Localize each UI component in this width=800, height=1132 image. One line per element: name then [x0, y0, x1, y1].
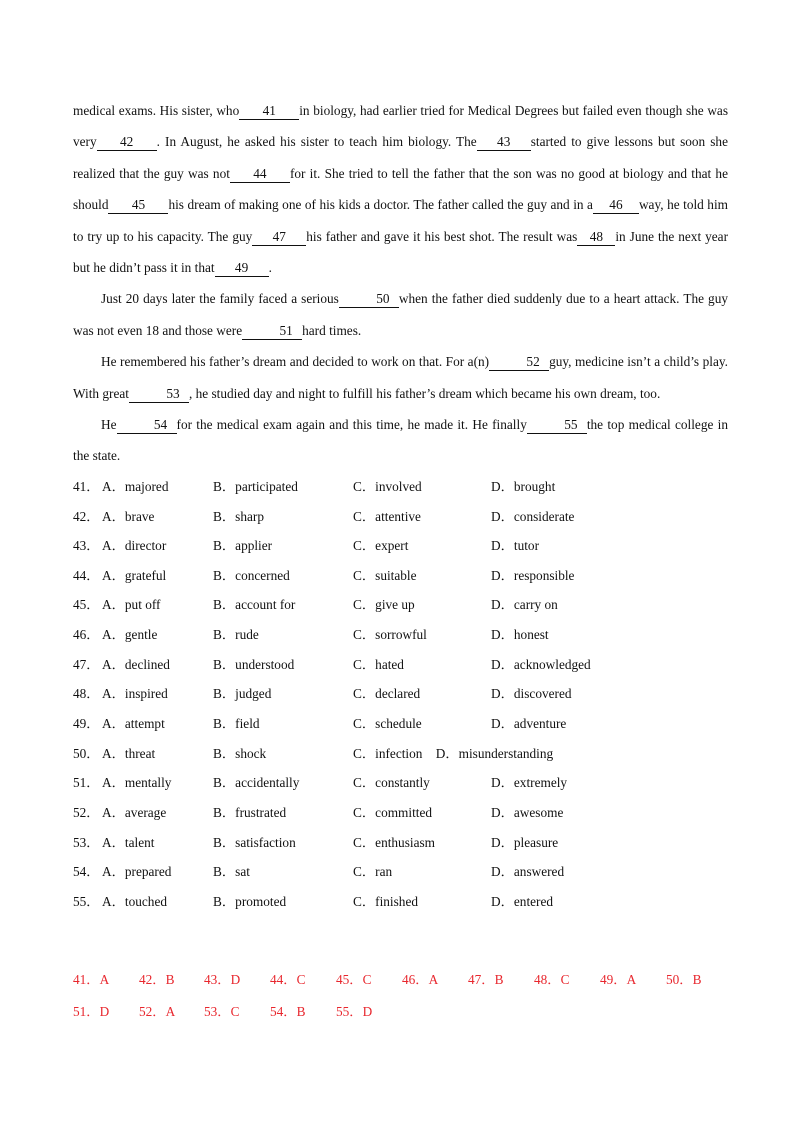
option-c: C．attentive	[353, 508, 421, 524]
option-b: B．accidentally	[213, 775, 300, 791]
passage-text: .	[268, 260, 272, 276]
answer-54: 54．B	[270, 1003, 306, 1019]
passage-text: his dream of making one of his kids a doctor. The father called the guy and in a	[168, 197, 593, 213]
passage-text: for the medical exam again and this time, he made it. He finally	[176, 417, 527, 433]
question-number: 53．	[73, 834, 100, 850]
blank-44: 44	[230, 165, 290, 183]
question-row-50	[73, 739, 728, 769]
paragraph-4	[73, 409, 728, 472]
option-b: B．promoted	[213, 893, 287, 909]
option-d: D．answered	[491, 864, 565, 880]
option-d: D．honest	[491, 627, 549, 643]
blank-51: 51	[242, 322, 302, 340]
answer-53: 53．C	[204, 1003, 240, 1019]
blank-52: 52	[489, 353, 549, 371]
option-b: B．understood	[213, 656, 295, 672]
option-a: A．prepared	[102, 864, 172, 880]
option-c-and-d: C．infection D．misunderstanding	[353, 745, 554, 761]
option-a: A．director	[102, 538, 167, 554]
option-a: A．talent	[102, 834, 155, 850]
question-number: 50．	[73, 745, 100, 761]
blank-53: 53	[129, 385, 189, 403]
question-row-53	[73, 828, 728, 858]
option-b: B．sat	[213, 864, 250, 880]
passage-text: way, he told him to try up to his capacity. The guy	[73, 197, 728, 244]
blank-55: 55	[527, 416, 587, 434]
question-number: 51．	[73, 775, 100, 791]
blank-49: 49	[215, 259, 269, 277]
passage-text: , he studied day and night to fulfill his father’s dream which became his own dream, too.	[188, 385, 661, 401]
option-a: A．inspired	[102, 686, 168, 702]
question-number: 45．	[73, 597, 100, 613]
answer-50: 50．B	[666, 972, 702, 987]
blank-48: 48	[577, 228, 615, 246]
answer-48: 48．C	[534, 972, 570, 987]
option-d: D．discovered	[491, 686, 572, 702]
option-a: A．threat	[102, 745, 156, 761]
question-row-49	[73, 709, 728, 739]
blank-54: 54	[117, 416, 177, 434]
question-number: 52．	[73, 804, 100, 820]
passage-text: . In August, he asked his sister to teach him biology. The	[156, 134, 477, 150]
option-b: B．judged	[213, 686, 272, 702]
option-c: C．involved	[353, 478, 422, 494]
option-c: C．committed	[353, 804, 433, 820]
answer-41: 41．A	[73, 972, 110, 987]
option-d: D．carry on	[491, 597, 558, 613]
question-row-55	[73, 887, 728, 917]
passage-text: in biology, had earlier tried for Medical Degrees but failed even though she was very	[73, 103, 729, 150]
option-b: B．account for	[213, 597, 296, 613]
blank-46: 46	[593, 196, 639, 214]
passage-text: hard times.	[302, 322, 362, 338]
option-d: D．pleasure	[491, 834, 559, 850]
question-number: 42．	[73, 508, 100, 524]
answer-55: 55．D	[336, 1003, 373, 1019]
option-c: C．give up	[353, 597, 415, 613]
question-number: 41．	[73, 478, 100, 494]
option-c: C．sorrowful	[353, 627, 427, 643]
answer-42: 42．B	[139, 972, 175, 987]
question-row-47	[73, 650, 728, 680]
question-row-51	[73, 768, 728, 798]
option-c: C．declared	[353, 686, 421, 702]
blank-41: 41	[239, 102, 299, 120]
question-row-46	[73, 620, 728, 650]
option-d: D．awesome	[491, 804, 564, 820]
question-number: 48．	[73, 686, 100, 702]
option-c: C．enthusiasm	[353, 834, 435, 850]
blank-43: 43	[477, 133, 531, 151]
answer-44: 44．C	[270, 972, 306, 987]
blank-50: 50	[339, 290, 399, 308]
answer-47: 47．B	[468, 972, 504, 987]
question-row-43	[73, 531, 728, 561]
option-a: A．mentally	[102, 775, 172, 791]
passage-text: guy, medicine isn’t a child’s play. With great	[73, 354, 728, 401]
passage-text: He remembered his father’s dream and decided to work on that. For a(n)	[101, 354, 490, 370]
blank-47: 47	[252, 228, 306, 246]
question-number: 44．	[73, 567, 100, 583]
option-a: A．gentle	[102, 627, 158, 643]
option-b: B．satisfaction	[213, 834, 296, 850]
option-d: D．responsible	[491, 567, 575, 583]
option-a: A．put off	[102, 597, 161, 613]
blank-45: 45	[108, 196, 168, 214]
passage-text: medical exams. His sister, who	[73, 103, 240, 118]
answer-49: 49．A	[600, 972, 637, 987]
option-b: B．participated	[213, 478, 298, 494]
option-b: B．shock	[213, 745, 267, 761]
question-row-41	[73, 472, 728, 502]
option-d: D．considerate	[491, 508, 575, 524]
option-b: B．rude	[213, 627, 259, 643]
blank-42: 42	[97, 133, 157, 151]
question-number: 55．	[73, 893, 100, 909]
option-a: A．grateful	[102, 567, 167, 583]
option-a: A．attempt	[102, 716, 165, 731]
option-c: C．expert	[353, 538, 409, 554]
passage-text: He	[101, 417, 117, 433]
passage-text: for it. She tried to tell the father that the son was no good at biology and that he should	[73, 165, 728, 213]
options-list	[73, 472, 728, 917]
option-c: C．finished	[353, 893, 419, 909]
question-number: 54．	[73, 864, 100, 880]
option-c: C．suitable	[353, 567, 417, 583]
paragraph-2	[73, 283, 728, 346]
answer-51: 51．D	[73, 1003, 110, 1019]
option-d: D．extremely	[491, 775, 568, 791]
option-c: C．hated	[353, 656, 404, 672]
passage-text: his father and gave it his best shot. The result was	[306, 228, 578, 244]
option-d: D．tutor	[491, 538, 540, 554]
question-number: 43．	[73, 538, 100, 554]
option-c: C．ran	[353, 864, 393, 880]
passage-text: when the father died suddenly due to a heart attack. The guy was not even 18 and those were	[73, 291, 729, 338]
option-d: D．adventure	[491, 716, 567, 731]
passage-text: in June the next year but he didn’t pass it in that	[73, 228, 729, 276]
option-b: B．field	[213, 716, 260, 731]
question-row-52	[73, 798, 728, 828]
option-a: A．brave	[102, 508, 155, 524]
question-number: 49．	[73, 716, 100, 731]
option-a: A．touched	[102, 893, 167, 909]
question-number: 47．	[73, 656, 100, 672]
answer-45: 45．C	[336, 972, 372, 987]
option-b: B．frustrated	[213, 804, 287, 820]
answer-46: 46．A	[402, 972, 439, 987]
passage-text: the top medical college in the state.	[73, 417, 728, 464]
option-d: D．acknowledged	[491, 656, 591, 672]
passage-text: Just 20 days later the family faced a serious	[101, 291, 339, 307]
option-a: A．average	[102, 804, 167, 820]
question-number: 46．	[73, 627, 100, 643]
option-d: D．brought	[491, 478, 556, 494]
answer-43: 43．D	[204, 972, 241, 987]
passage-text: started to give lessons but soon she realized that the guy was not	[73, 134, 728, 181]
option-a: A．declined	[102, 656, 170, 672]
option-d: D．entered	[491, 893, 554, 909]
question-row-45	[73, 590, 728, 620]
question-row-44	[73, 561, 728, 591]
paragraph-1	[73, 95, 728, 283]
answer-52: 52．A	[139, 1003, 176, 1019]
option-c: C．constantly	[353, 775, 430, 791]
option-c: C．schedule	[353, 716, 422, 731]
option-b: B．applier	[213, 538, 273, 554]
question-row-42	[73, 502, 728, 532]
question-row-54	[73, 857, 728, 887]
option-b: B．concerned	[213, 567, 290, 583]
paragraph-3	[73, 346, 728, 409]
question-row-48	[73, 679, 728, 709]
passage	[73, 95, 728, 916]
option-b: B．sharp	[213, 508, 264, 524]
option-a: A．majored	[102, 478, 169, 494]
